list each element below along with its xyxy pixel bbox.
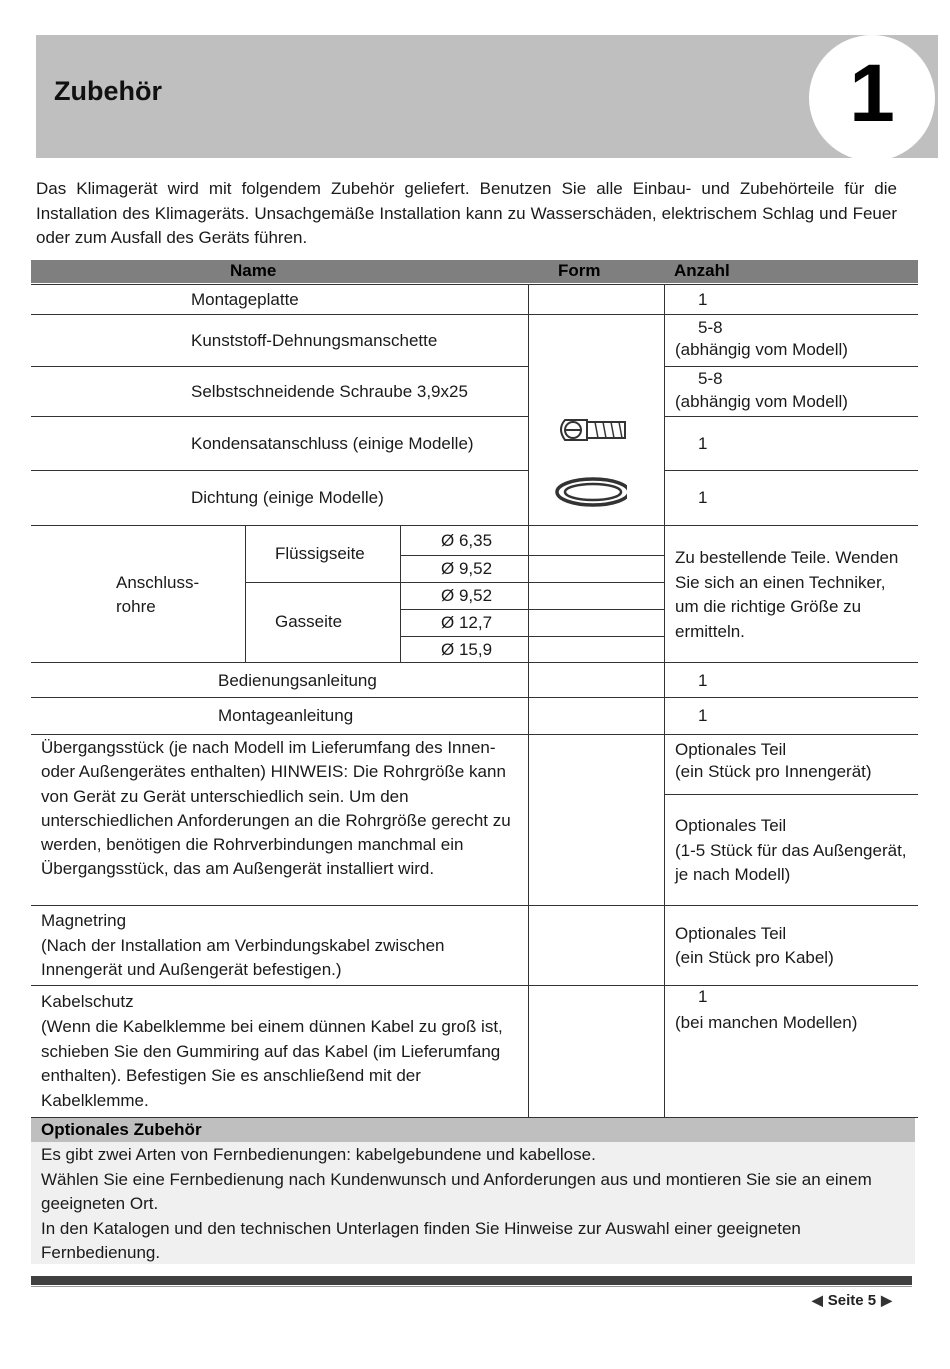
intro-paragraph: Das Klimagerät wird mit folgendem Zubehör geliefert. Benutzen Sie alle Einbau- und Zubehörteile für die Installation des Klimageräts. Unsachgemäße Installation kann zu Wasserschäden, elektrischem Schlag und Feuer oder zum Ausfall des Geräts führen. bbox=[36, 179, 897, 247]
optional-line: Es gibt zwei Arten von Fernbedienungen: kabelgebundene und kabellose. bbox=[41, 1145, 596, 1164]
seal-ring-icon bbox=[551, 470, 629, 514]
row-divider bbox=[31, 905, 918, 906]
item-name: Montageplatte bbox=[191, 290, 299, 309]
row-divider bbox=[31, 525, 918, 526]
item-quantity: 5-8 bbox=[698, 318, 723, 337]
pipe-size: Ø 15,9 bbox=[441, 640, 493, 659]
table-header-bar bbox=[31, 260, 918, 283]
item-name: Selbstschneidende Schraube 3,9x25 bbox=[191, 382, 468, 401]
footer-line bbox=[31, 1286, 912, 1287]
cable-description: (Wenn die Kabelklemme bei einem dünnen Kabel zu groß ist, schieben Sie den Gummiring auf das Kabel (im Lieferumfang enthalten). Befestigen Sie es anschließend mit der Kabelklemme. bbox=[41, 1017, 503, 1110]
pipe-size: Ø 6,35 bbox=[441, 531, 493, 550]
column-divider bbox=[664, 284, 665, 1117]
pipe-size: Ø 9,52 bbox=[441, 559, 493, 578]
header-band bbox=[36, 35, 938, 158]
row-divider bbox=[31, 985, 918, 986]
optional-line: In den Katalogen und den technischen Unterlagen finden Sie Hinweise zur Auswahl einer geeigneten Fernbedienung. bbox=[41, 1218, 801, 1262]
item-name: Montageanleitung bbox=[218, 706, 354, 725]
magnet-quantity-note: (ein Stück pro Kabel) bbox=[675, 948, 834, 967]
screw-icon bbox=[555, 410, 631, 448]
optional-text bbox=[41, 1143, 911, 1266]
pipes-label: rohre bbox=[116, 597, 156, 616]
row-divider bbox=[664, 366, 918, 367]
row-divider bbox=[31, 314, 918, 315]
row-divider bbox=[664, 416, 918, 417]
magnet-quantity: Optionales Teil bbox=[675, 924, 787, 943]
page-navigation bbox=[812, 1292, 892, 1309]
adapter-quantity: Optionales Teil bbox=[675, 740, 787, 759]
row-divider bbox=[400, 636, 664, 637]
item-name: Bedienungsanleitung bbox=[218, 671, 377, 690]
accessory-table bbox=[31, 260, 918, 1120]
item-quantity: 1 bbox=[698, 434, 708, 453]
cable-quantity-note: (bei manchen Modellen) bbox=[675, 1013, 858, 1032]
pipes-label: Anschluss- bbox=[116, 573, 200, 592]
magnet-description: (Nach der Installation am Verbindungskabel zwischen Innengerät und Außengerät befestigen.) bbox=[41, 936, 445, 979]
item-quantity: 5-8 bbox=[698, 369, 723, 388]
item-quantity: 1 bbox=[698, 706, 708, 725]
row-divider bbox=[400, 609, 664, 610]
pipe-size: Ø 9,52 bbox=[441, 586, 493, 605]
page-number: Seite 5 bbox=[827, 1292, 877, 1309]
item-quantity: 1 bbox=[698, 488, 708, 507]
header-form: Form bbox=[558, 261, 601, 280]
item-quantity: 1 bbox=[698, 290, 708, 309]
column-divider bbox=[400, 525, 401, 662]
item-name: Kunststoff-Dehnungsmanschette bbox=[191, 331, 438, 350]
row-divider bbox=[31, 697, 918, 698]
row-divider bbox=[245, 582, 664, 583]
row-divider bbox=[31, 470, 528, 471]
row-divider bbox=[31, 662, 918, 663]
adapter-quantity-note: (ein Stück pro Innengerät) bbox=[675, 762, 872, 781]
header-name: Name bbox=[230, 261, 277, 280]
adapter-quantity-note: (1-5 Stück für das Außengerät, je nach Modell) bbox=[675, 841, 907, 884]
magnet-title: Magnetring bbox=[41, 911, 127, 930]
pipes-quantity-note: Zu bestellende Teile. Wenden Sie sich an einen Techniker, um die richtige Größe zu ermitteln. bbox=[675, 548, 899, 641]
optional-line: Wählen Sie eine Fernbedienung nach Kundenwunsch und Anforderungen aus und montieren Sie sie an einem geeigneten Ort. bbox=[41, 1169, 872, 1213]
row-divider bbox=[664, 470, 918, 471]
triangle-left-icon[interactable]: ◀ bbox=[812, 1292, 823, 1308]
triangle-right-icon[interactable]: ▶ bbox=[881, 1292, 892, 1308]
row-divider bbox=[31, 734, 918, 735]
pipe-size: Ø 12,7 bbox=[441, 613, 493, 632]
column-divider bbox=[245, 525, 246, 662]
pipes-liquid-side: Flüssigseite bbox=[275, 544, 365, 563]
header-quantity: Anzahl bbox=[674, 261, 730, 280]
item-quantity-note: (abhängig vom Modell) bbox=[675, 340, 848, 359]
row-divider bbox=[31, 284, 918, 285]
chapter-number: 1 bbox=[849, 48, 895, 139]
row-divider bbox=[31, 416, 528, 417]
row-divider bbox=[664, 794, 918, 795]
footer-bar bbox=[31, 1276, 912, 1285]
adapter-quantity: Optionales Teil bbox=[675, 816, 787, 835]
chapter-badge bbox=[809, 35, 935, 161]
row-divider bbox=[400, 555, 664, 556]
pipes-gas-side: Gasseite bbox=[275, 612, 343, 631]
cable-title: Kabelschutz bbox=[41, 992, 134, 1011]
item-quantity: 1 bbox=[698, 671, 708, 690]
row-divider bbox=[31, 366, 528, 367]
adapter-description: Übergangsstück (je nach Modell im Lieferumfang des Innen- oder Außengerätes enthalten) HINWEIS: Die Rohrgröße kann von Gerät zu Gerät unterschiedlich sein. Um den unterschiedlichen Anforderungen an die Rohrgröße gerecht zu werden, benötigen die Rohrverbindungen manchmal ein Übergangsstück, das am Außengerät installiert wird. bbox=[41, 738, 511, 879]
item-name: Dichtung (einige Modelle) bbox=[191, 488, 384, 507]
item-name: Kondensatanschluss (einige Modelle) bbox=[191, 434, 474, 453]
optional-title: Optionales Zubehör bbox=[41, 1120, 202, 1139]
page-title: Zubehör bbox=[54, 76, 162, 106]
cable-quantity: 1 bbox=[698, 987, 708, 1006]
item-quantity-note: (abhängig vom Modell) bbox=[675, 392, 848, 411]
